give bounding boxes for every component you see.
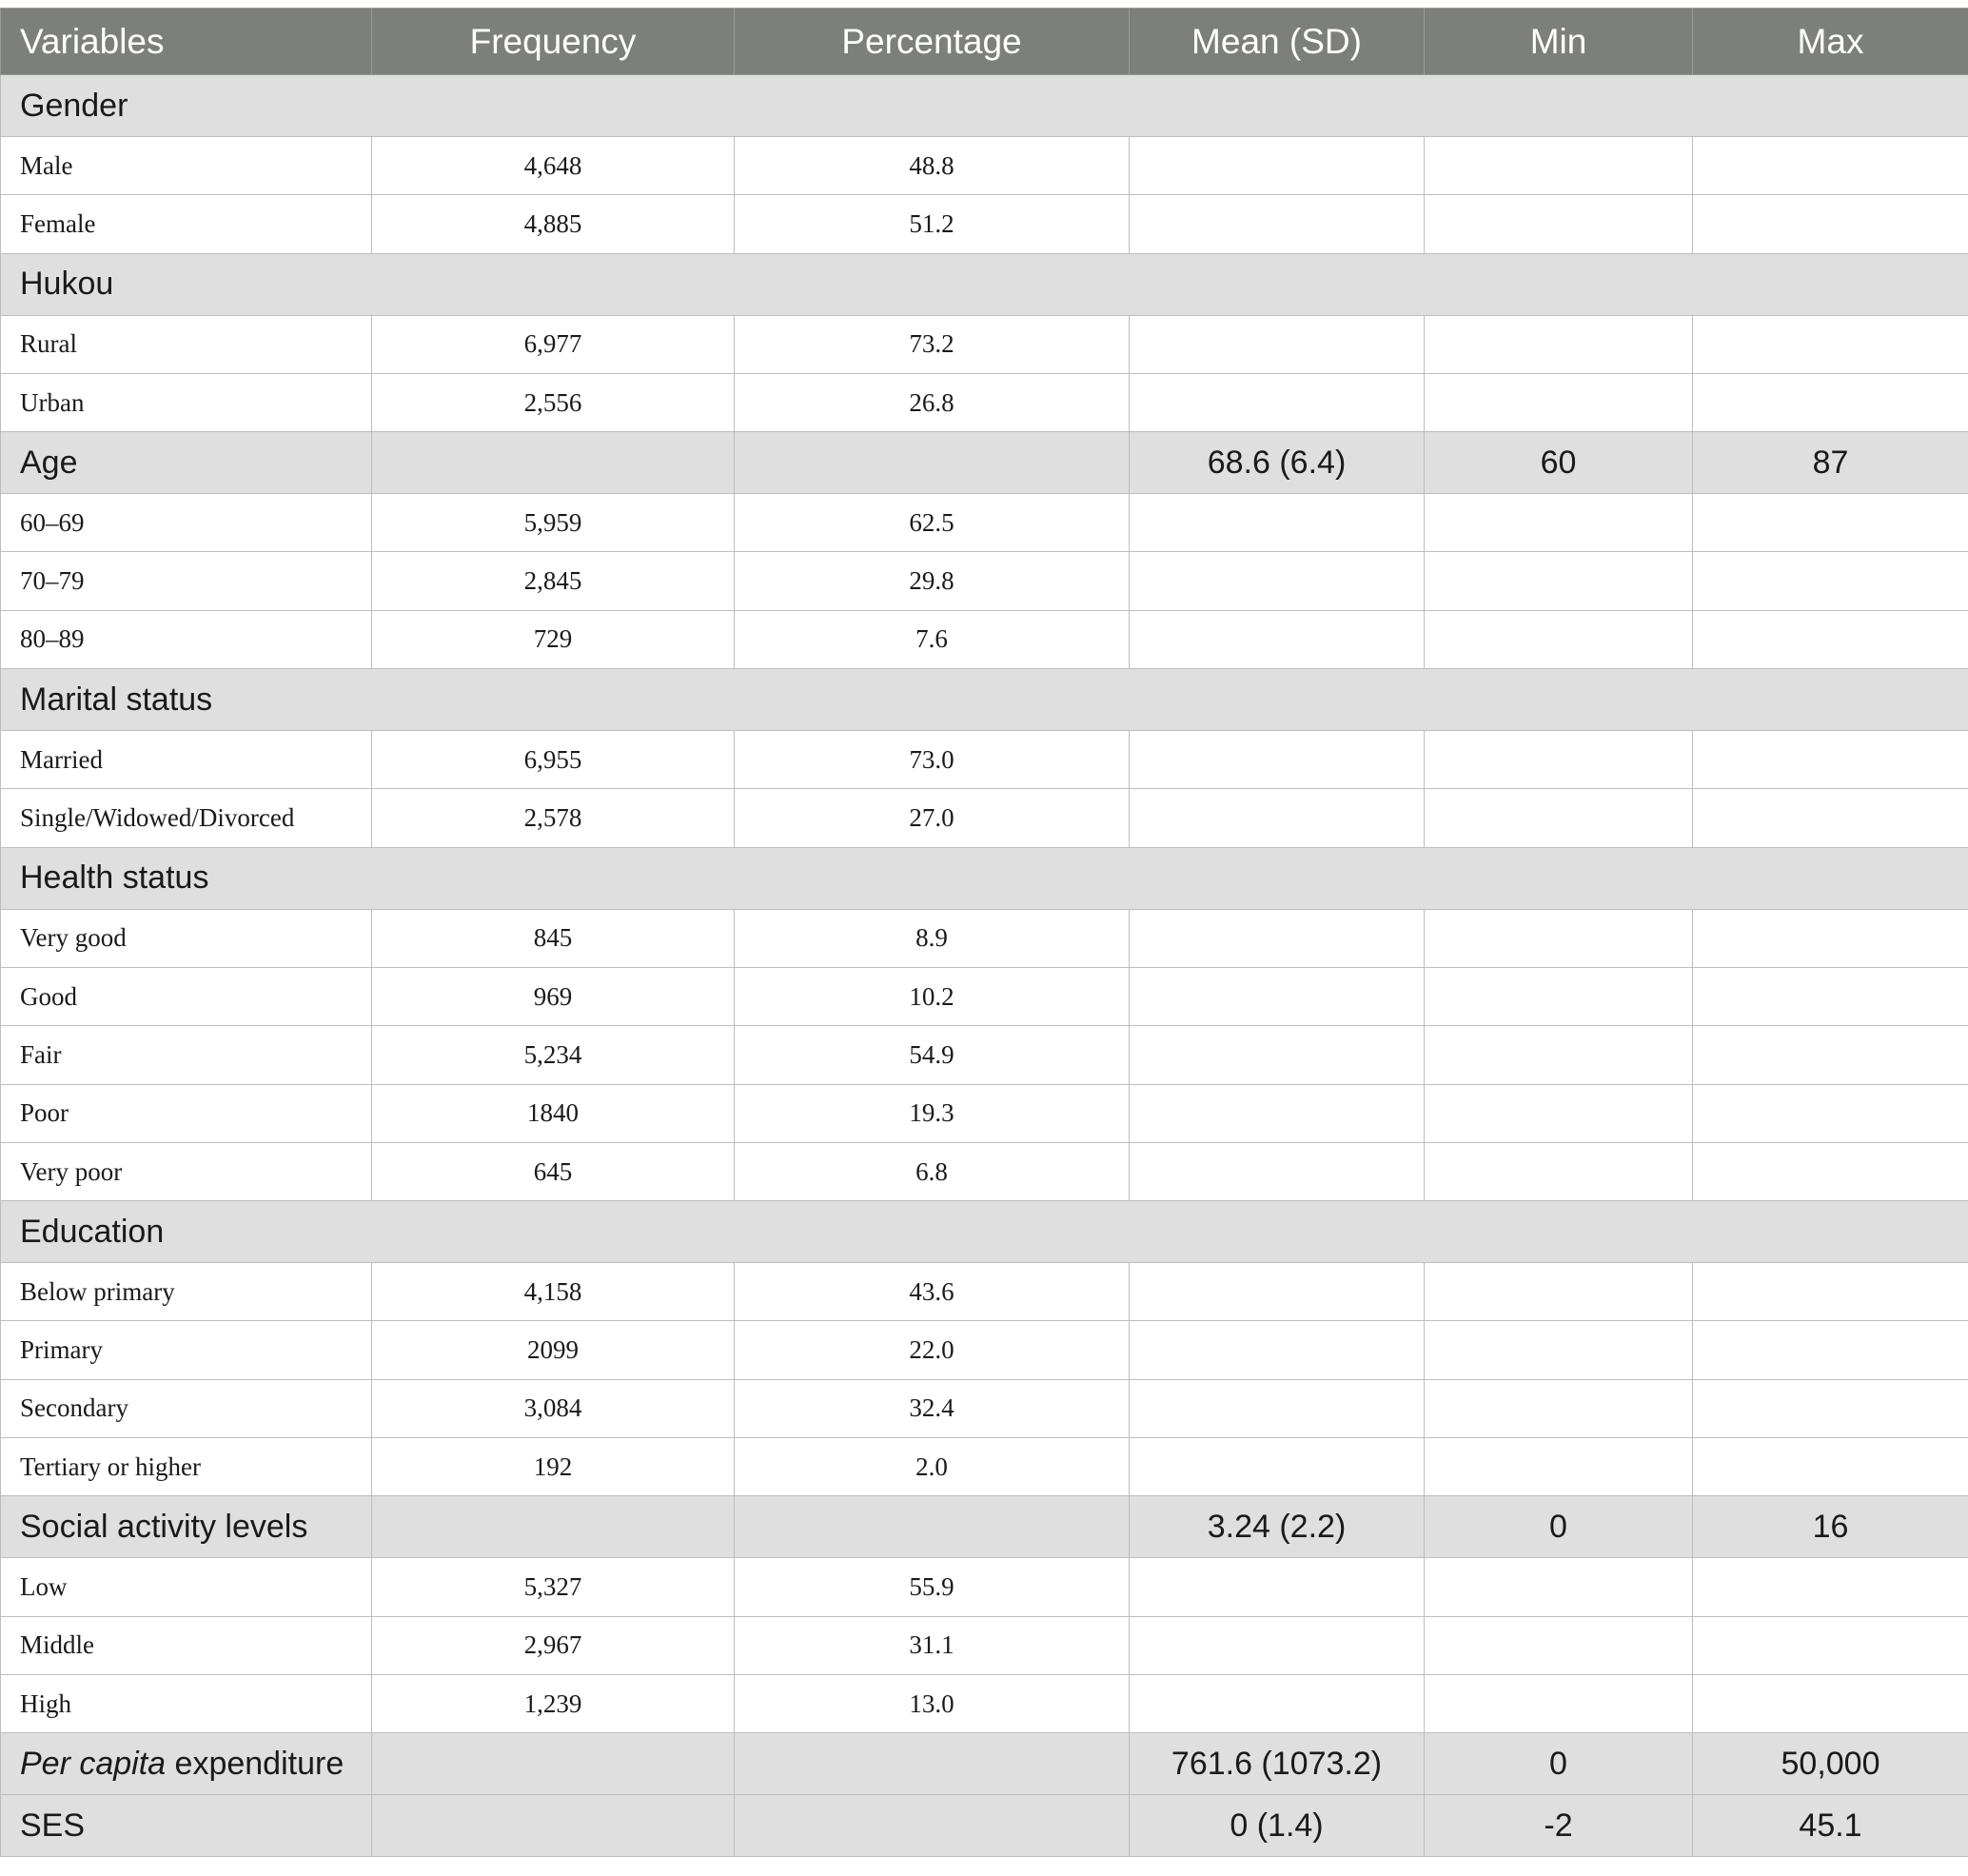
- max-cell: [1693, 1616, 1968, 1674]
- max-cell: [1693, 1674, 1968, 1732]
- row-label-italic: Per capita: [20, 1745, 167, 1782]
- min-cell: [1425, 789, 1693, 847]
- percentage-cell: 27.0: [735, 789, 1130, 847]
- frequency-cell: 6,955: [372, 731, 735, 789]
- percentage-cell: 7.6: [735, 610, 1130, 668]
- mean-sd-cell: [1130, 1379, 1425, 1437]
- percentage-cell: 31.1: [735, 1616, 1130, 1674]
- header-row: [1, 9, 1968, 75]
- max-cell: [1693, 1084, 1968, 1142]
- table-row: [1, 610, 1968, 668]
- section-row: [1, 669, 1968, 731]
- frequency-cell: 729: [372, 610, 735, 668]
- max-cell: [1693, 1026, 1968, 1084]
- min-cell: [1425, 137, 1693, 195]
- frequency-cell: 645: [372, 1142, 735, 1200]
- frequency-cell: 969: [372, 967, 735, 1025]
- percentage-cell: 73.0: [735, 731, 1130, 789]
- frequency-cell: 2,556: [372, 373, 735, 431]
- min-cell: [1425, 1379, 1693, 1437]
- percentage-cell: 54.9: [735, 1026, 1130, 1084]
- percentage-cell: 73.2: [735, 315, 1130, 373]
- table-row: [1, 195, 1968, 253]
- section-row: [1, 253, 1968, 315]
- section-row: [1, 847, 1968, 909]
- percentage-cell: 51.2: [735, 195, 1130, 253]
- frequency-cell: 5,234: [372, 1026, 735, 1084]
- section-label: SES: [1, 1795, 372, 1857]
- row-label: Tertiary or higher: [1, 1438, 372, 1496]
- max-cell: [1693, 552, 1968, 610]
- mean-sd-cell: 68.6 (6.4): [1130, 432, 1425, 494]
- header-min: Min: [1425, 9, 1693, 75]
- row-label: Male: [1, 137, 372, 195]
- mean-sd-cell: [1130, 909, 1425, 967]
- header-mean-sd: Mean (SD): [1130, 9, 1425, 75]
- mean-sd-cell: [1130, 1438, 1425, 1496]
- descriptive-statistics-table: [0, 8, 1968, 1857]
- mean-sd-cell: [1130, 195, 1425, 253]
- mean-sd-cell: [1130, 731, 1425, 789]
- frequency-cell: 5,959: [372, 494, 735, 552]
- min-cell: [1425, 909, 1693, 967]
- percentage-cell: 2.0: [735, 1438, 1130, 1496]
- row-label: Married: [1, 731, 372, 789]
- section-label: Health status: [1, 847, 1968, 909]
- row-label: Primary: [1, 1321, 372, 1379]
- section-label: Social activity levels: [1, 1496, 372, 1558]
- max-cell: [1693, 731, 1968, 789]
- table-row: [1, 789, 1968, 847]
- max-cell: [1693, 909, 1968, 967]
- min-cell: [1425, 1263, 1693, 1321]
- frequency-cell: 5,327: [372, 1558, 735, 1616]
- mean-sd-cell: 3.24 (2.2): [1130, 1496, 1425, 1558]
- row-label: Very poor: [1, 1142, 372, 1200]
- mean-sd-cell: [1130, 1142, 1425, 1200]
- section-row: [1, 1496, 1968, 1558]
- percentage-cell: 48.8: [735, 137, 1130, 195]
- min-cell: -2: [1425, 1795, 1693, 1857]
- row-label: Fair: [1, 1026, 372, 1084]
- header-frequency: Frequency: [372, 9, 735, 75]
- frequency-cell: 2,845: [372, 552, 735, 610]
- max-cell: [1693, 137, 1968, 195]
- row-label: Middle: [1, 1616, 372, 1674]
- min-cell: [1425, 1674, 1693, 1732]
- frequency-cell: 3,084: [372, 1379, 735, 1437]
- min-cell: [1425, 195, 1693, 253]
- max-cell: 16: [1693, 1496, 1968, 1558]
- min-cell: [1425, 731, 1693, 789]
- min-cell: [1425, 1321, 1693, 1379]
- table-row: [1, 1674, 1968, 1732]
- percentage-cell: 29.8: [735, 552, 1130, 610]
- percentage-cell: [735, 1733, 1130, 1795]
- min-cell: 0: [1425, 1733, 1693, 1795]
- mean-sd-cell: [1130, 1263, 1425, 1321]
- row-label: 60–69: [1, 494, 372, 552]
- table-row: [1, 1558, 1968, 1616]
- min-cell: [1425, 373, 1693, 431]
- frequency-cell: 1,239: [372, 1674, 735, 1732]
- max-cell: [1693, 494, 1968, 552]
- header-percentage: Percentage: [735, 9, 1130, 75]
- table-header: [1, 9, 1968, 75]
- mean-sd-cell: [1130, 1674, 1425, 1732]
- frequency-cell: 2099: [372, 1321, 735, 1379]
- mean-sd-cell: [1130, 1026, 1425, 1084]
- descriptive-statistics-table-container: [0, 8, 1968, 1857]
- row-label: Secondary: [1, 1379, 372, 1437]
- table-row: [1, 967, 1968, 1025]
- table-row: [1, 1263, 1968, 1321]
- frequency-cell: 4,885: [372, 195, 735, 253]
- max-cell: [1693, 1379, 1968, 1437]
- frequency-cell: 192: [372, 1438, 735, 1496]
- table-row: [1, 1142, 1968, 1200]
- mean-sd-cell: 761.6 (1073.2): [1130, 1733, 1425, 1795]
- frequency-cell: 1840: [372, 1084, 735, 1142]
- max-cell: [1693, 195, 1968, 253]
- mean-sd-cell: [1130, 1558, 1425, 1616]
- min-cell: [1425, 1026, 1693, 1084]
- section-label: Hukou: [1, 253, 1968, 315]
- max-cell: [1693, 1558, 1968, 1616]
- max-cell: 50,000: [1693, 1733, 1968, 1795]
- section-label: Marital status: [1, 669, 1968, 731]
- header-max: Max: [1693, 9, 1968, 75]
- min-cell: [1425, 494, 1693, 552]
- percentage-cell: 32.4: [735, 1379, 1130, 1437]
- row-label: Single/Widowed/Divorced: [1, 789, 372, 847]
- table-row: [1, 909, 1968, 967]
- table-row: [1, 315, 1968, 373]
- row-label: 80–89: [1, 610, 372, 668]
- mean-sd-cell: [1130, 967, 1425, 1025]
- frequency-cell: 4,648: [372, 137, 735, 195]
- max-cell: [1693, 1321, 1968, 1379]
- mean-sd-cell: [1130, 1084, 1425, 1142]
- table-row: [1, 137, 1968, 195]
- min-cell: [1425, 315, 1693, 373]
- table-row: [1, 1084, 1968, 1142]
- max-cell: [1693, 967, 1968, 1025]
- max-cell: 45.1: [1693, 1795, 1968, 1857]
- percentage-cell: 13.0: [735, 1674, 1130, 1732]
- min-cell: [1425, 1142, 1693, 1200]
- header-variables: Variables: [1, 9, 372, 75]
- section-row: [1, 1201, 1968, 1263]
- frequency-cell: 2,578: [372, 789, 735, 847]
- frequency-cell: 2,967: [372, 1616, 735, 1674]
- row-label: Rural: [1, 315, 372, 373]
- mean-sd-cell: [1130, 1321, 1425, 1379]
- frequency-cell: 4,158: [372, 1263, 735, 1321]
- max-cell: [1693, 789, 1968, 847]
- section-row: [1, 432, 1968, 494]
- min-cell: [1425, 1084, 1693, 1142]
- min-cell: [1425, 1438, 1693, 1496]
- section-label: Gender: [1, 75, 1968, 137]
- row-label-rest: expenditure: [166, 1745, 344, 1782]
- max-cell: [1693, 1263, 1968, 1321]
- section-row: [1, 1733, 1968, 1795]
- mean-sd-cell: 0 (1.4): [1130, 1795, 1425, 1857]
- min-cell: [1425, 1558, 1693, 1616]
- max-cell: [1693, 373, 1968, 431]
- section-label: Education: [1, 1201, 1968, 1263]
- max-cell: [1693, 1438, 1968, 1496]
- frequency-cell: [372, 432, 735, 494]
- row-label: Very good: [1, 909, 372, 967]
- mean-sd-cell: [1130, 137, 1425, 195]
- percentage-cell: [735, 1795, 1130, 1857]
- mean-sd-cell: [1130, 315, 1425, 373]
- percentage-cell: 19.3: [735, 1084, 1130, 1142]
- row-label: High: [1, 1674, 372, 1732]
- table-row: [1, 1438, 1968, 1496]
- percentage-cell: 10.2: [735, 967, 1130, 1025]
- percentage-cell: 62.5: [735, 494, 1130, 552]
- section-label: [1, 1733, 372, 1795]
- max-cell: 87: [1693, 432, 1968, 494]
- frequency-cell: 6,977: [372, 315, 735, 373]
- min-cell: [1425, 610, 1693, 668]
- mean-sd-cell: [1130, 610, 1425, 668]
- table-body: [1, 75, 1968, 1857]
- mean-sd-cell: [1130, 373, 1425, 431]
- table-row: [1, 731, 1968, 789]
- max-cell: [1693, 610, 1968, 668]
- section-label: Age: [1, 432, 372, 494]
- row-label: Below primary: [1, 1263, 372, 1321]
- frequency-cell: [372, 1496, 735, 1558]
- min-cell: [1425, 552, 1693, 610]
- mean-sd-cell: [1130, 789, 1425, 847]
- row-label: Poor: [1, 1084, 372, 1142]
- percentage-cell: 43.6: [735, 1263, 1130, 1321]
- table-row: [1, 1379, 1968, 1437]
- row-label: Female: [1, 195, 372, 253]
- frequency-cell: [372, 1795, 735, 1857]
- row-label: 70–79: [1, 552, 372, 610]
- frequency-cell: 845: [372, 909, 735, 967]
- min-cell: [1425, 1616, 1693, 1674]
- percentage-cell: 22.0: [735, 1321, 1130, 1379]
- row-label: Urban: [1, 373, 372, 431]
- percentage-cell: 26.8: [735, 373, 1130, 431]
- section-row: [1, 75, 1968, 137]
- table-row: [1, 1616, 1968, 1674]
- max-cell: [1693, 315, 1968, 373]
- percentage-cell: [735, 1496, 1130, 1558]
- table-row: [1, 494, 1968, 552]
- section-row: [1, 1795, 1968, 1857]
- min-cell: 0: [1425, 1496, 1693, 1558]
- min-cell: 60: [1425, 432, 1693, 494]
- row-label: Good: [1, 967, 372, 1025]
- percentage-cell: 55.9: [735, 1558, 1130, 1616]
- percentage-cell: [735, 432, 1130, 494]
- max-cell: [1693, 1142, 1968, 1200]
- mean-sd-cell: [1130, 552, 1425, 610]
- percentage-cell: 6.8: [735, 1142, 1130, 1200]
- table-row: [1, 1026, 1968, 1084]
- mean-sd-cell: [1130, 1616, 1425, 1674]
- table-row: [1, 373, 1968, 431]
- percentage-cell: 8.9: [735, 909, 1130, 967]
- table-row: [1, 1321, 1968, 1379]
- mean-sd-cell: [1130, 494, 1425, 552]
- frequency-cell: [372, 1733, 735, 1795]
- table-row: [1, 552, 1968, 610]
- row-label: Low: [1, 1558, 372, 1616]
- min-cell: [1425, 967, 1693, 1025]
